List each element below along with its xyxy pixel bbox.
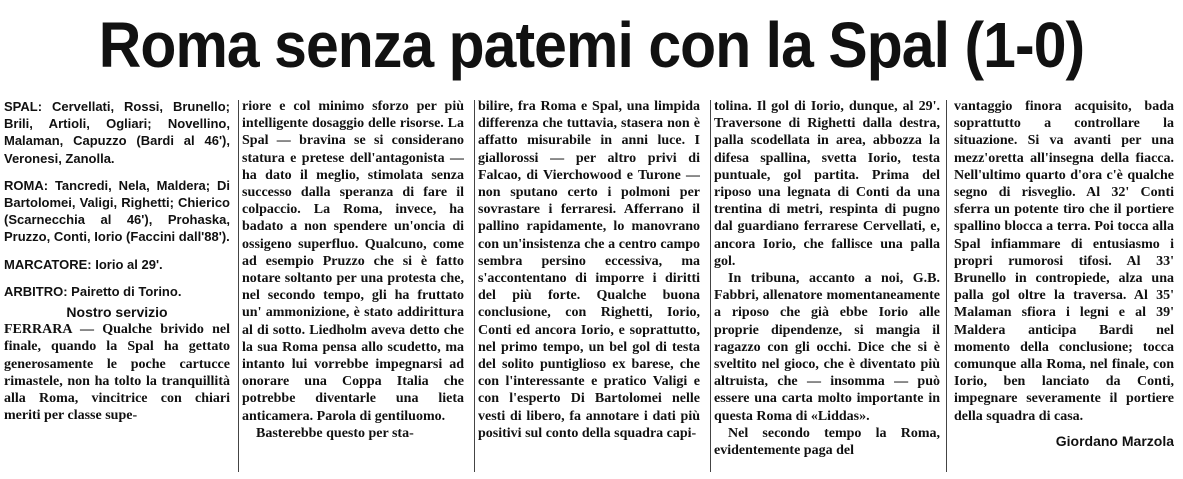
referee: ARBITRO: Pairetto di Torino. [4, 283, 182, 299]
paragraph: Basterebbe questo per sta- [256, 425, 414, 441]
paragraph: vantaggio finora acquisito, bada soprattutto a controllare la situazione. Si va avanti per una mezz'oretta all'insegna della fiacca. Nell'ultimo quarto d'ora c'è qualche segno di risveglio. Al 32' Conti sferra un potente tiro che il portiere spallino blocca a terra. Poi tocca alla Spal infiammare di entusiasmo i propri rumorosi tifosi. Al 33' Brunello in contropiede, alza una palla gol oltre la traversa. Al 35' Malaman sfiora i legni e al 39' Maldera anticipa Bardi nel momento della conclusione; tocca comunque alla Roma, nel finale, con Iorio, ben lanciato da Conti, impegnare severamente il portiere della squadra di casa. [954, 99, 1174, 424]
paragraph: FERRARA — Qualche brivido nel finale, quando la Spal ha gettato generosamente le poche cartucce rimastele, non ha tolto la tranquillità alla Roma, vincitrice con chiari meriti per classe supe- [4, 322, 230, 424]
paragraph: In tribuna, accanto a noi, G.B. Fabbri, allenatore momentaneamente a riposo che già ebbe Iorio alle proprie dipendenze, si mangia il ragazzo con gli occhi. Dice che si è sveltito nel gioco, che è diventato più altruista, che — insomma — può essere una carta molto importante in questa Roma di «Liddas». [714, 271, 940, 424]
column-5 [954, 98, 1174, 474]
article-body [4, 98, 1179, 474]
headline: Roma senza patemi con la Spal (1-0) [98, 9, 1085, 81]
paragraph: bilire, fra Roma e Spal, una limpida differenza che tuttavia, stasera non è affatto misurabile in anni luce. I giallorossi — per altro privi di Falcao, di Vierchowood e Turone — non sputano certo i polmoni per sovrastare i ferraresi. Afferrano il pallino rapidamente, lo manovrano con un'insistenza che a centro campo sembra persino eccessiva, ma s'accontentano di imporre i diritti del più forte. Qualche buona conclusione, con Righetti, Iorio, Conti ed ancora Iorio, e soprattutto, nel primo tempo, un bel gol di testa del solito puntiglioso ex barese, che con l'interessante e pratico Valigi e con l'esperto Di Bartolomei nelle vesti di libero, fa annotare i dati più positivi sul conto della squadra capi- [478, 99, 700, 441]
lineup-roma: ROMA: Tancredi, Nela, Maldera; Di Bartolomei, Valigi, Righetti; Chierico (Scarnecchia al 46'), Prohaska, Pruzzo, Conti, Iorio (Faccini dall'88'). [4, 177, 230, 245]
kicker: Nostro servizio [66, 304, 168, 321]
column-4 [714, 98, 940, 474]
byline: Giordano Marzola [1055, 432, 1174, 449]
column-1 [4, 98, 230, 474]
scorer: MARCATORE: Iorio al 29'. [4, 256, 163, 272]
lineup-spal: SPAL: Cervellati, Rossi, Brunello; Brili, Artioli, Ogliari; Novellino, Malaman, Capuzzo (Bardi al 46'), Veronesi, Zanolla. [4, 99, 230, 166]
column-2 [242, 98, 464, 474]
column-3 [478, 98, 700, 474]
paragraph: riore e col minimo sforzo per più intelligente dosaggio delle risorse. La Spal — bravina se si considerano statura e pretese dell'antagonista — ha dato il meglio, stimolata senza successo dalla speranza di fare il colpaccio. La Roma, invece, ha badato a non spendere un'oncia di ossigeno superfluo. Qualcuno, come ad esempio Pruzzo che si è fatto notare soltanto per una protesta che, nel secondo tempo, gli ha fruttato un' ammonizione, è stato addirittura al di sotto. Liedholm aveva detto che la sua Roma pensa allo scudetto, ma intanto lui vorrebbe impegnarsi ad onorare una Coppa Italia che potrebbe diventarle una lieta anticamera. Parola di gentiluomo. [242, 99, 464, 424]
paragraph: tolina. Il gol di Iorio, dunque, al 29'. Traversone di Righetti dalla destra, palla scodellata in area, abbozza la difesa spallina, svetta Iorio, testa puntuale, gol partita. Prima del riposo una legnata di Conti da una trentina di metri, respinta di pugno dal guardiano ferrarese Cervellati, e, ancora Iorio, che fallisce una palla gol. [714, 99, 940, 269]
paragraph: Nel secondo tempo la Roma, evidentemente paga del [714, 425, 940, 459]
